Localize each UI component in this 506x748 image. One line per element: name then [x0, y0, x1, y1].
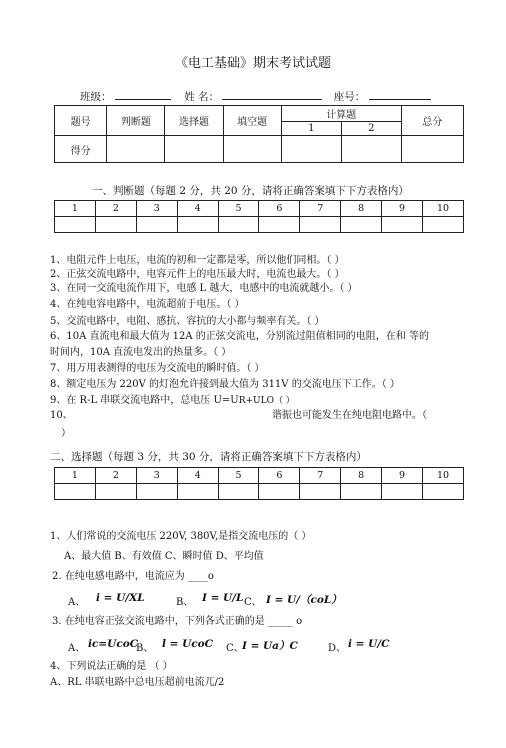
- choice-question-4: 4、下列说法正确的是 （ ）: [50, 661, 173, 672]
- judge-question-4: 4、在纯电容电路中，电流超前于电压。（ ）: [50, 299, 245, 310]
- score-header-choice: 选择题: [165, 106, 223, 136]
- answer-num: 3: [136, 201, 177, 217]
- seat-label: 座号：: [333, 91, 366, 103]
- score-cell[interactable]: [165, 136, 223, 163]
- judge-question-2: 2、正弦交流电路中，电容元件上的电压最大时，电流也最大。（ ）: [50, 269, 345, 280]
- judge-question-5: 5、交流电路中，电阻、感抗、容抗的大小都与频率有关。（ ）: [50, 316, 325, 327]
- choice-answer-table: [54, 467, 464, 500]
- answer-num: 9: [382, 468, 423, 484]
- student-info-line: [80, 89, 431, 104]
- judge-question-1: 1、电阻元件上电压，电流的初和一定都是零，所以他们同相。（ ）: [50, 255, 345, 266]
- answer-num: 1: [55, 201, 96, 217]
- answer-cell[interactable]: [177, 484, 218, 500]
- score-header-fill: 填空题: [223, 106, 281, 136]
- answer-cell[interactable]: [136, 484, 177, 500]
- choice-q2-option-a-label: A、: [68, 597, 86, 608]
- answer-num: 8: [341, 468, 382, 484]
- answer-num: 6: [259, 201, 300, 217]
- score-header-calc-2: 2: [341, 122, 401, 136]
- choice-question-3: 3. 在纯电容正弦交流电路中，下列各式正确的是 _____ o: [52, 616, 303, 627]
- score-row-label: 得分: [55, 136, 107, 163]
- score-header-calc: 计算题: [281, 106, 401, 122]
- class-label: 班级：: [80, 91, 112, 103]
- answer-cell[interactable]: [95, 484, 136, 500]
- score-header-total: 总分: [401, 106, 463, 136]
- answer-num: 7: [300, 468, 341, 484]
- choice-q3-option-c-label: C、: [226, 643, 244, 654]
- score-cell[interactable]: [107, 136, 165, 163]
- answer-num: 10: [423, 468, 464, 484]
- answer-cell[interactable]: [382, 217, 423, 233]
- judge-question-9: [50, 394, 295, 408]
- score-header-num: 题号: [55, 106, 107, 136]
- score-header-judge: 判断题: [107, 106, 165, 136]
- answer-cell[interactable]: [423, 484, 464, 500]
- score-cell[interactable]: [223, 136, 281, 163]
- choice-q3-option-b-formula: l = UcoC: [162, 638, 214, 650]
- judge-question-3: 3、在同一交流电流作用下，电感 L 越大，电感中的电流就越小。（ ）: [50, 283, 358, 294]
- answer-num: 5: [218, 201, 259, 217]
- page-title: 《电工基础》期末考试试题: [174, 56, 331, 71]
- answer-cell[interactable]: [55, 217, 96, 233]
- choice-q3-option-c-formula: I = Ua）C: [242, 640, 298, 652]
- answer-cell[interactable]: [55, 484, 96, 500]
- judge-question-10-paren: ）: [61, 428, 71, 439]
- choice-q3-option-b-label: B、: [136, 643, 154, 654]
- name-label: 姓 名：: [184, 91, 220, 103]
- answer-num: 4: [177, 468, 218, 484]
- answer-num: 1: [55, 468, 96, 484]
- choice-q2-option-c-formula: I = U/（coL）: [266, 594, 342, 606]
- answer-cell[interactable]: [136, 217, 177, 233]
- score-cell[interactable]: [281, 136, 341, 163]
- choice-q2-option-a-formula: i = U/XL: [96, 592, 145, 604]
- name-blank[interactable]: [222, 99, 322, 100]
- answer-cell[interactable]: [423, 217, 464, 233]
- judge-answer-table: [54, 200, 464, 233]
- answer-cell[interactable]: [218, 217, 259, 233]
- answer-num: 5: [218, 468, 259, 484]
- choice-q3-option-a-label: A、: [68, 643, 86, 654]
- answer-cell[interactable]: [218, 484, 259, 500]
- answer-cell[interactable]: [259, 484, 300, 500]
- judge-question-9-tail: R+ULO（ ）: [238, 396, 295, 406]
- judge-question-10-text: 谐振也可能发生在纯电阻电路中。（: [272, 410, 427, 421]
- answer-cell[interactable]: [177, 217, 218, 233]
- choice-question-1-options: A、最大值 B、有效值 C、瞬时值 D、平均值: [64, 551, 264, 562]
- answer-cell[interactable]: [259, 217, 300, 233]
- answer-cell[interactable]: [341, 217, 382, 233]
- choice-q2-option-b-formula: I = U/L: [202, 592, 244, 604]
- answer-num: 6: [259, 468, 300, 484]
- answer-num: 9: [382, 201, 423, 217]
- answer-num: 2: [95, 468, 136, 484]
- answer-num: 7: [300, 201, 341, 217]
- answer-num: 10: [423, 201, 464, 217]
- answer-num: 2: [95, 201, 136, 217]
- answer-num: 8: [341, 201, 382, 217]
- judge-question-8: 8、额定电压为 220V 的灯泡允许接到最大值为 311V 的交流电压下工作。（ ）: [50, 379, 400, 390]
- choice-q3-option-d-label: D、: [328, 643, 347, 654]
- answer-cell[interactable]: [341, 484, 382, 500]
- answer-num: 4: [177, 201, 218, 217]
- judge-question-9-head: 9、在 R-L 串联交流电路中，总电压 U=U: [50, 395, 239, 406]
- choice-q2-option-c-label: C、: [244, 597, 262, 608]
- answer-cell[interactable]: [300, 484, 341, 500]
- class-blank[interactable]: [115, 99, 171, 100]
- section-1-heading: 一、判断题（每题 2 分，共 20 分，请将正确答案填下下方表格内）: [92, 185, 409, 197]
- judge-question-6: 6、10A 直流电和最大值为 12A 的正弦交流电，分别流过阻值相同的电阻，在和 等的: [50, 331, 429, 342]
- score-table: [54, 105, 464, 163]
- choice-q3-option-a-formula: ic=UcoC: [88, 638, 139, 650]
- choice-question-4-option-a: A、RL 串联电路中总电压超前电流兀/2: [50, 677, 225, 688]
- choice-q3-option-d-formula: i = U/C: [348, 638, 390, 650]
- score-cell[interactable]: [341, 136, 401, 163]
- judge-question-10: 10、: [50, 410, 73, 421]
- judge-question-7: 7、用万用表测得的电压为交流电的瞬时值。（ ）: [50, 363, 265, 374]
- choice-q2-option-b-label: B、: [176, 597, 194, 608]
- answer-cell[interactable]: [382, 484, 423, 500]
- seat-blank[interactable]: [369, 99, 431, 100]
- answer-cell[interactable]: [300, 217, 341, 233]
- judge-question-6-cont: 时间内，10A 直流电发出的热量多。（ ）: [50, 347, 232, 358]
- answer-cell[interactable]: [95, 217, 136, 233]
- score-cell[interactable]: [401, 136, 463, 163]
- choice-question-2: 2. 在纯电感电路中，电流应为 ____o: [52, 571, 214, 582]
- choice-question-1: 1、人们常说的交流电压 220V, 380V,是指交流电压的（ ）: [50, 531, 312, 542]
- answer-num: 3: [136, 468, 177, 484]
- score-header-calc-1: 1: [281, 122, 341, 136]
- section-2-heading: 二、选择题（每题 3 分，共 30 分，请将正确答案填下下方表格内）: [50, 451, 367, 463]
